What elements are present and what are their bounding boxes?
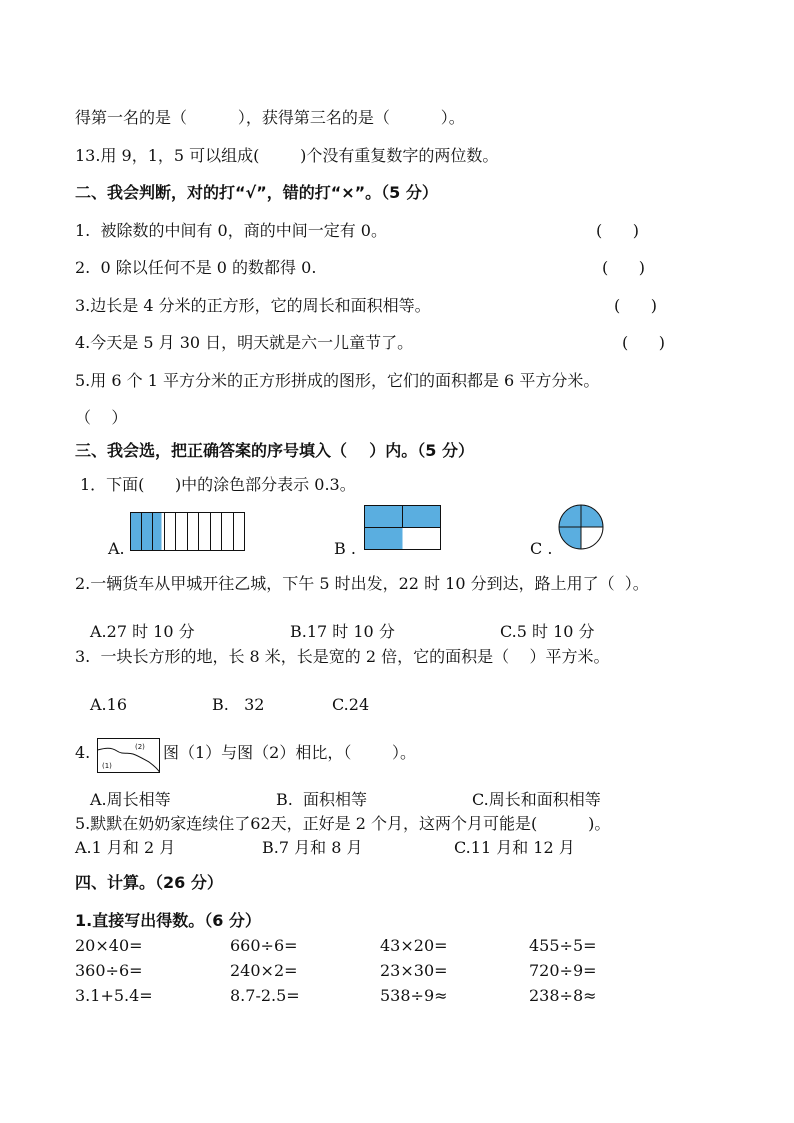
choice-5: 5.默默在奶奶家连续住了62天，正好是 2 个月，这两个月可能是( )。 <box>75 814 611 833</box>
choice-4: 图（1）与图（2）相比，（ ）。 <box>163 743 417 762</box>
figure-label-2: (2) <box>135 743 145 751</box>
choice-2: 2.一辆货车从甲城开往乙城，下午 5 时出发，22 时 10 分到达，路上用了（ ）。 <box>75 574 649 593</box>
choice-2-option-a: A.27 时 10 分 <box>90 622 195 641</box>
choice-1: 1．下面( )中的涂色部分表示 0.3。 <box>80 475 356 494</box>
choice-4-option-b: B. 面积相等 <box>276 790 368 809</box>
question-13: 13.用 9，1，5 可以组成( )个没有重复数字的两位数。 <box>75 146 499 165</box>
judge-5-answer-box[interactable]: （ ） <box>75 408 128 427</box>
judge-5: 5.用 6 个 1 平方分米的正方形拼成的图形，它们的面积都是 6 平方分米。 <box>75 371 600 390</box>
choice-3: 3. 一块长方形的地，长 8 米，长是宽的 2 倍，它的面积是（ ）平方米。 <box>75 647 610 666</box>
section-4-subheading: 1.直接写出得数。（6 分） <box>75 911 261 930</box>
judge-2-answer-box[interactable]: ( ) <box>602 258 645 277</box>
choice-3-option-a: A.16 <box>90 695 127 714</box>
calc-item: 23×30= <box>380 961 448 980</box>
calc-item: 8.7-2.5= <box>230 986 300 1005</box>
judge-4-answer-box[interactable]: ( ) <box>622 333 665 352</box>
judge-1-answer-box[interactable]: ( ) <box>596 221 639 240</box>
calc-item: 20×40= <box>75 936 143 955</box>
choice-3-option-b: B. 32 <box>212 695 265 714</box>
section-4-heading: 四、计算。（26 分） <box>75 873 223 892</box>
calc-item: 43×20= <box>380 936 448 955</box>
choice-1-option-b-label: B . <box>334 539 356 558</box>
choice-4-number: 4. <box>75 743 91 762</box>
section-3-heading: 三、我会选，把正确答案的序号填入（ ）内。（5 分） <box>75 441 474 460</box>
choice-2-option-c: C.5 时 10 分 <box>500 622 595 641</box>
calc-item: 238÷8≈ <box>529 986 597 1005</box>
judge-2: 2. 0 除以任何不是 0 的数都得 0. <box>75 258 317 277</box>
choice-4-option-c: C.周长和面积相等 <box>472 790 601 809</box>
question-12-continuation: 得第一名的是（ ），获得第三名的是（ ）。 <box>75 108 465 127</box>
figure-c-circle <box>558 504 608 554</box>
judge-1: 1. 被除数的中间有 0，商的中间一定有 0。 <box>75 221 387 240</box>
calc-item: 455÷5= <box>529 936 597 955</box>
judge-3: 3.边长是 4 分米的正方形，它的周长和面积相等。 <box>75 296 431 315</box>
figure-a-strip <box>130 512 246 552</box>
calc-item: 660÷6= <box>230 936 298 955</box>
calc-item: 538÷9≈ <box>380 986 448 1005</box>
choice-1-option-c-label: C . <box>530 539 553 558</box>
figure-split-rectangle <box>97 738 161 774</box>
choice-2-option-b: B.17 时 10 分 <box>290 622 395 641</box>
figure-label-1: (1) <box>102 762 112 770</box>
choice-3-option-c: C.24 <box>332 695 370 714</box>
calc-item: 3.1+5.4= <box>75 986 153 1005</box>
judge-4: 4.今天是 5 月 30 日，明天就是六一儿童节了。 <box>75 333 414 352</box>
calc-item: 360÷6= <box>75 961 143 980</box>
choice-5-option-b: B.7 月和 8 月 <box>262 838 363 857</box>
choice-5-option-a: A.1 月和 2 月 <box>75 838 176 857</box>
section-2-heading: 二、我会判断，对的打“√”，错的打“×”。（5 分） <box>75 183 438 202</box>
calc-item: 720÷9= <box>529 961 597 980</box>
figure-b-rectangle <box>364 505 442 551</box>
judge-3-answer-box[interactable]: ( ) <box>614 296 657 315</box>
choice-1-option-a-label: A. <box>108 539 125 558</box>
choice-4-option-a: A.周长相等 <box>90 790 171 809</box>
choice-5-option-c: C.11 月和 12 月 <box>454 838 575 857</box>
calc-item: 240×2= <box>230 961 298 980</box>
